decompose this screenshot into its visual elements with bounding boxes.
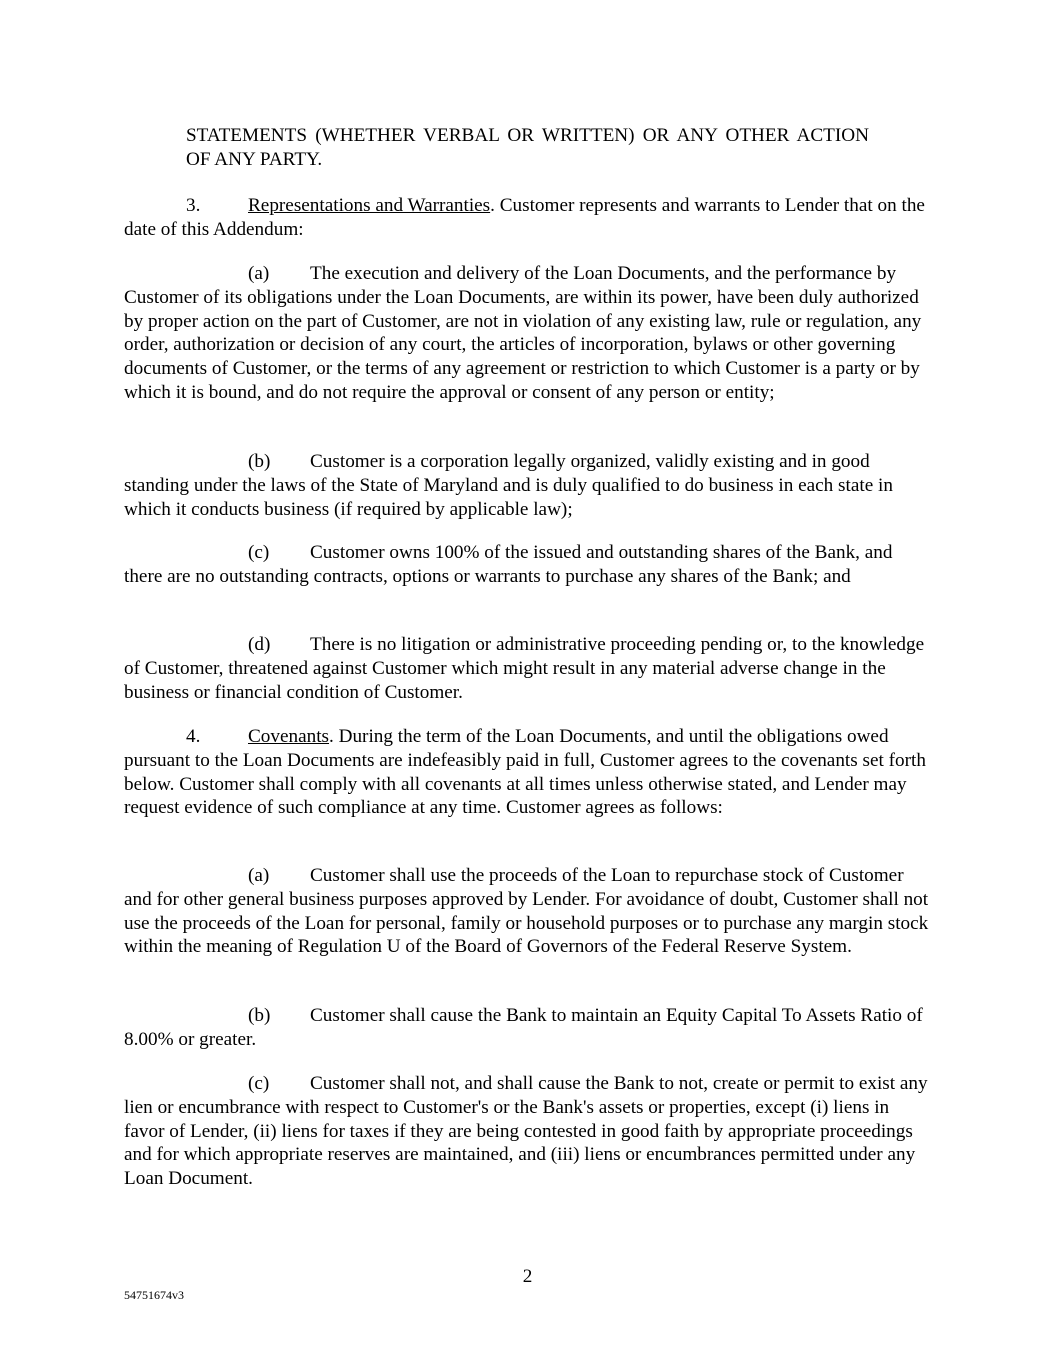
continuation-paragraph: STATEMENTS (WHETHER VERBAL OR WRITTEN) OR ANY OTHER ACTION OF ANY PARTY. bbox=[186, 125, 869, 170]
section-4-heading: Covenants bbox=[248, 726, 330, 747]
item-text: Customer owns 100% of the issued and outstanding shares of the Bank, and there are no outstanding contracts, options or warrants to purchase any shares of the Bank; and bbox=[124, 542, 893, 587]
section-3-paragraph bbox=[124, 194, 934, 242]
page-number: 2 bbox=[522, 1266, 533, 1287]
item-label: (b) bbox=[248, 1005, 271, 1026]
section-3-item-d bbox=[124, 633, 934, 704]
document-id: 54751674v3 bbox=[124, 1288, 184, 1302]
section-3-item-c bbox=[124, 541, 934, 589]
item-label: (b) bbox=[248, 451, 271, 472]
item-label: (a) bbox=[248, 865, 270, 886]
item-text: Customer shall use the proceeds of the Loan to repurchase stock of Customer and for other general business purposes approved by Lender. For avoidance of doubt, Customer shall not use the proceeds of the Loan for personal, family or household purposes or to purchase any margin stock within the meaning of Regulation U of the Board of Governors of the Federal Reserve System. bbox=[124, 865, 929, 958]
section-4-item-a bbox=[124, 864, 934, 959]
item-label: (d) bbox=[248, 634, 271, 655]
section-4-intro: . During the term of the Loan Documents, and until the obligations owed pursuant to the Loan Documents are indefeasibly paid in full, Customer agrees to the covenants set forth below. Customer shall comply with all covenants at all times unless otherwise stated, and Lender may request evidence of such compliance at any time. Customer agrees as follows: bbox=[124, 726, 926, 819]
section-3-intro: . Customer represents and warrants to Lender that on the date of this Addendum: bbox=[124, 195, 925, 240]
section-3-item-a bbox=[124, 262, 934, 405]
item-text: Customer shall not, and shall cause the Bank to not, create or permit to exist any lien or encumbrance with respect to Customer's or the Bank's assets or properties, except (i) liens in favor of Lender, (ii) liens for taxes if they are being contested in good faith by appropriate proceedings and for which appropriate reserves are maintained, and (iii) liens or encumbrances permitted under any Loan Document. bbox=[124, 1073, 928, 1190]
item-text: There is no litigation or administrative proceeding pending or, to the knowledge of Customer, threatened against Customer which might result in any material adverse change in the business or financial condition of Customer. bbox=[124, 634, 925, 703]
item-label: (c) bbox=[248, 1073, 270, 1094]
section-4-number: 4. bbox=[186, 726, 201, 747]
item-text: Customer is a corporation legally organized, validly existing and in good standing under the laws of the State of Maryland and is duly qualified to do business in each state in which it conducts business (if required by applicable law); bbox=[124, 451, 893, 520]
item-label: (a) bbox=[248, 263, 270, 284]
item-label: (c) bbox=[248, 542, 270, 563]
item-text: Customer shall cause the Bank to maintain an Equity Capital To Assets Ratio of 8.00% or greater. bbox=[124, 1005, 923, 1050]
item-text: The execution and delivery of the Loan Documents, and the performance by Customer of its obligations under the Loan Documents, are within its power, have been duly authorized by proper action on the part of Customer, are not in violation of any existing law, rule or regulation, any order, authorization or decision of any court, the articles of incorporation, bylaws or other governing documents of Customer, or the terms of any agreement or restriction to which Customer is a party or by which it is bound, and do not require the approval or consent of any person or entity; bbox=[124, 263, 922, 403]
section-3-number: 3. bbox=[186, 195, 201, 216]
section-4-item-c bbox=[124, 1072, 934, 1191]
section-4-item-b bbox=[124, 1004, 934, 1052]
section-3-item-b bbox=[124, 450, 934, 521]
section-3-heading: Representations and Warranties bbox=[248, 195, 491, 216]
section-4-paragraph bbox=[124, 725, 934, 820]
